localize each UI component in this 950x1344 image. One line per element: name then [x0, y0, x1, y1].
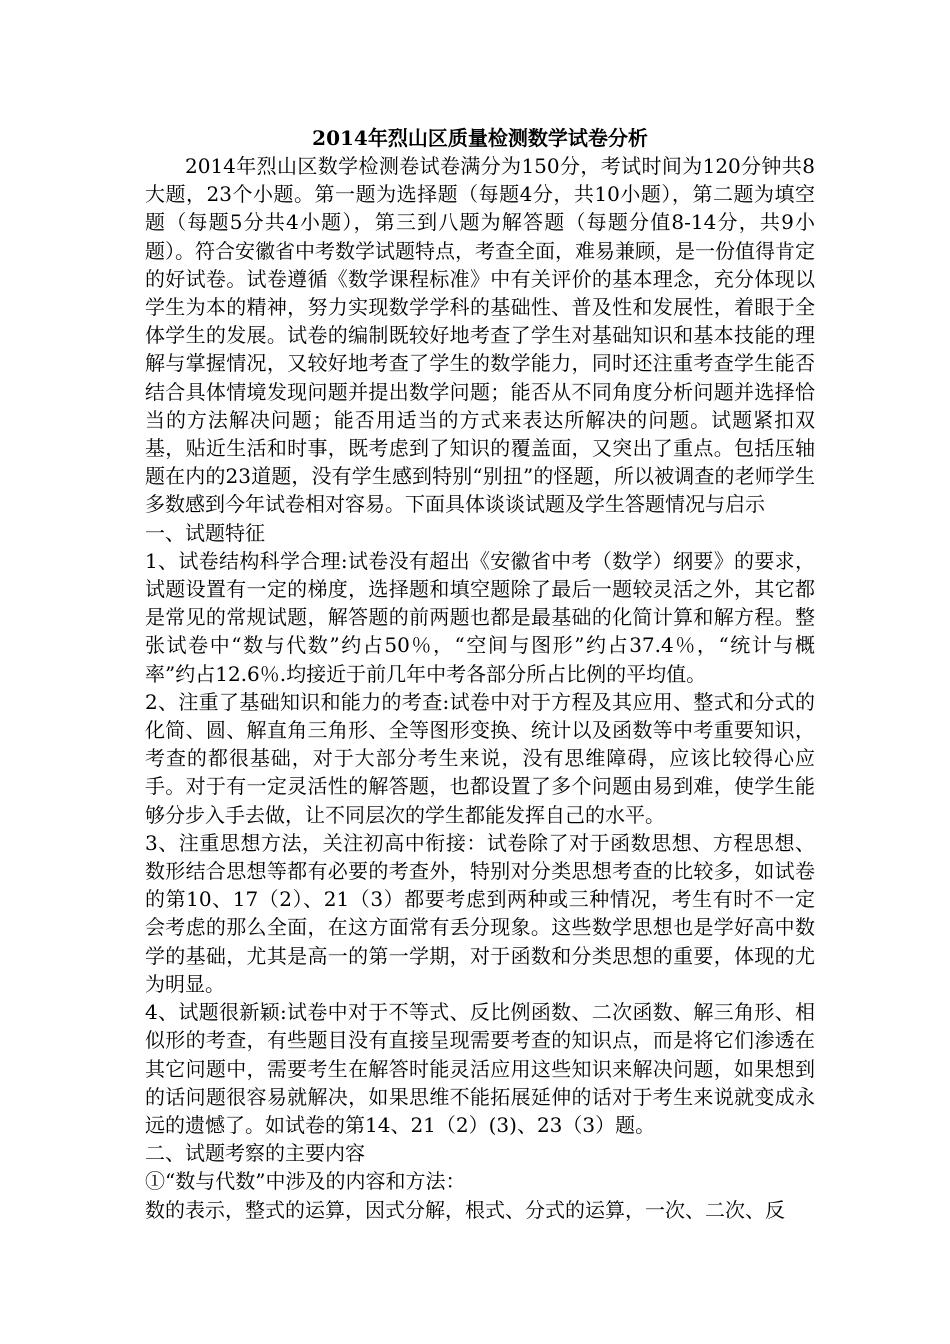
document-page [145, 124, 815, 1224]
subsection-heading-1: ①“数与代数”中涉及的内容和方法： [145, 1169, 466, 1194]
section-heading-1: 一、试题特征 [145, 520, 265, 545]
section-heading-2: 二、试题考察的主要内容 [145, 1141, 365, 1166]
document-title: 2014年烈山区质量检测数学试卷分析 [312, 126, 648, 150]
feature-paragraph-2: 2、注重了基础知识和能力的考查:试卷中对于方程及其应用、整式和分式的化简、圆、解直角三角形、全等图形变换、统计以及函数等中考重要知识，考查的都很基础，对于大部分考生来说，没有思维障碍，应该比较得心应手。对于有一定灵活性的解答题，也都设置了多个问题由易到难，使学生能够分步入手去做，让不同层次的学生都能发挥自己的水平。 [145, 689, 815, 827]
intro-paragraph: 2014年烈山区数学检测卷试卷满分为150分，考试时间为120分钟共8大题，23个小题。第一题为选择题（每题4分，共10小题），第二题为填空题（每题5分共4小题），第三到八题为解答题（每题分值8-14分，共9小题）。符合安徽省中考数学试题特点，考查全面，难易兼顾，是一份值得肯定的好试卷。试卷遵循《数学课程标准》中有关评价的基本理念，充分体现以学生为本的精神，努力实现数学学科的基础性、普及性和发展性，着眼于全体学生的发展。试卷的编制既较好地考查了学生对基础知识和基本技能的理解与掌握情况，又较好地考查了学生的数学能力，同时还注重考查学生能否结合具体情境发现问题并提出数学问题；能否从不同角度分析问题并选择恰当的方法解决问题；能否用适当的方式来表达所解决的问题。试题紧扣双基，贴近生活和时事，既考虑到了知识的覆盖面，又突出了重点。包括压轴题在内的23道题，没有学生感到特别“别扭”的怪题，所以被调查的老师学生多数感到今年试卷相对容易。下面具体谈谈试题及学生答题情况与启示 [145, 154, 815, 517]
feature-paragraph-1: 1、试卷结构科学合理:试卷没有超出《安徽省中考（数学）纲要》的要求，试题设置有一定的梯度，选择题和填空题除了最后一题较灵活之外，其它都是常见的常规试题，解答题的前两题也都是最基础的化简计算和解方程。整张试卷中“数与代数”约占50％，“空间与图形”约占37.4％，“统计与概率”约占12.6％.均接近于前几年中考各部分所占比例的平均值。 [145, 548, 815, 686]
content-paragraph-1: 数的表示，整式的运算，因式分解，根式、分式的运算，一次、二次、反 [145, 1197, 785, 1222]
feature-paragraph-4: 4、试题很新颖:试卷中对于不等式、反比例函数、二次函数、解三角形、相似形的考查，有些题目没有直接呈现需要考查的知识点，而是将它们渗透在其它问题中，需要考生在解答时能灵活应用这些知识来解决问题，如果想到的话问题很容易就解决，如果思维不能拓展延伸的话对于考生来说就变成永远的遗憾了。如试卷的第14、21（2）(3)、23（3）题。 [145, 1000, 815, 1137]
feature-paragraph-3: 3、注重思想方法，关注初高中衔接：试卷除了对于函数思想、方程思想、数形结合思想等都有必要的考查外，特别对分类思想考查的比较多，如试卷的第10、17（2）、21（3）都要考虑到两种或三种情况，考生有时不一定会考虑的那么全面，在这方面常有丢分现象。这些数学思想也是学好高中数学的基础，尤其是高一的第一学期，对于函数和分类思想的重要，体现的尤为明显。 [145, 830, 815, 996]
